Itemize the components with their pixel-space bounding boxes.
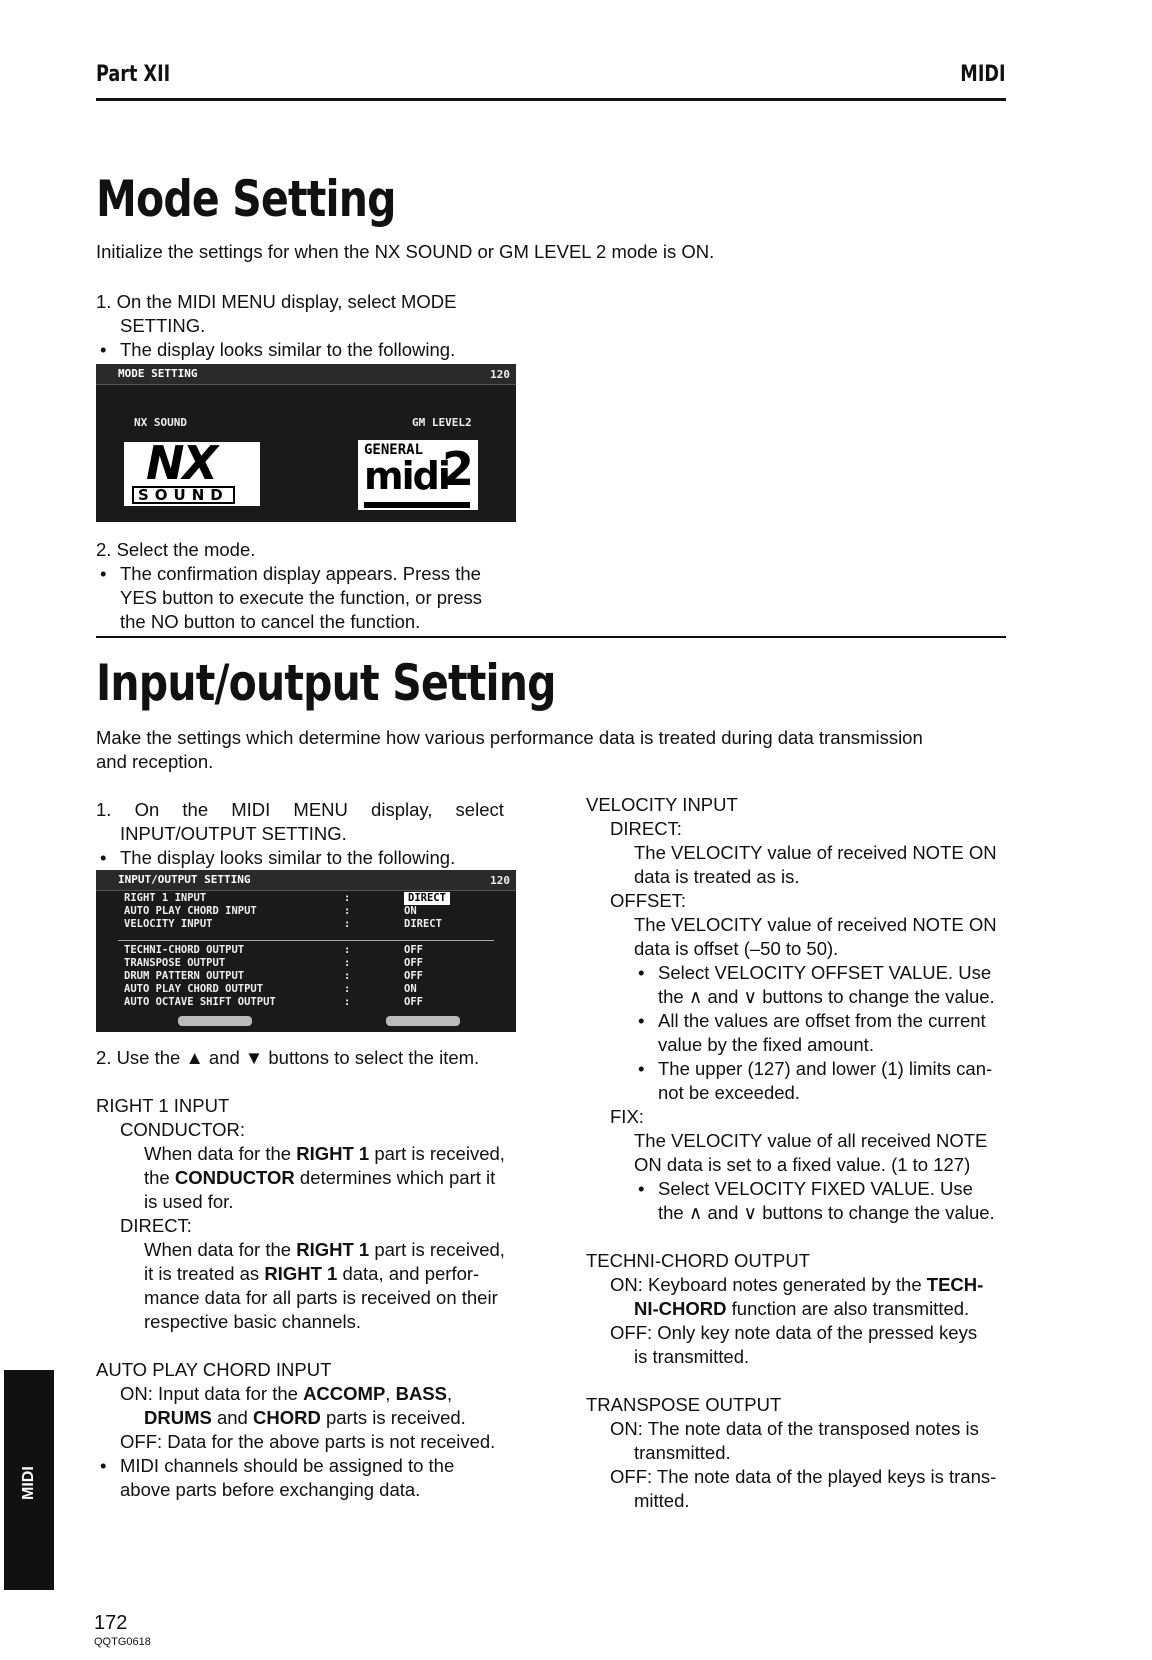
techni-off-b: is transmitted. [634,1346,750,1367]
io-bottom-row-value: OFF [404,970,423,982]
right1-direct-line2: it is treated as RIGHT 1 data, and perfor- [144,1263,480,1284]
io-screen-title-bar: INPUT/OUTPUT SETTING [96,870,516,891]
io-bottom-row-name: TRANSPOSE OUTPUT [124,957,226,969]
right1-direct: DIRECT: [120,1215,192,1236]
transpose-on-a: ON: The note data of the transposed notes is [610,1418,979,1439]
io-bottom-row-sep: : [344,996,351,1008]
io-top-row[interactable] [118,892,494,905]
mode-bullet1: • The display looks similar to the following. [96,338,516,362]
io-bottom-row-sep: : [344,983,351,995]
transpose-on-b: transmitted. [634,1442,731,1463]
two-logo-text: 2 [442,442,475,496]
doc-code: QQTG0618 [94,1636,151,1648]
right1-conductor-line1: When data for the RIGHT 1 part is received, [144,1143,505,1164]
autoplay-head: AUTO PLAY CHORD INPUT [96,1359,332,1380]
velocity-offset-bullet1-cont: the ∧ and ∨ buttons to change the value. [658,986,995,1007]
right1-conductor-line3: is used for. [144,1191,234,1212]
sound-logo-text: SOUND [132,486,235,504]
autoplay-on-line1: ON: Input data for the ACCOMP, BASS, [120,1383,453,1404]
io-step1-cont: INPUT/OUTPUT SETTING. [120,823,347,844]
right1-direct-line1: When data for the RIGHT 1 part is received, [144,1239,505,1260]
io-bottom-row-value: OFF [404,996,423,1008]
io-left-top [96,798,516,870]
nx-logo-text: NX [146,436,216,490]
gm-level2-label: GM LEVEL2 [412,416,472,429]
screen-title-bar: MODE SETTING [96,364,516,385]
io-bottom-row-name: AUTO PLAY CHORD OUTPUT [124,983,264,995]
io-bottom-row[interactable] [118,957,494,970]
io-scroll-right[interactable] [386,1016,460,1026]
velocity-offset-bullet2-cont: value by the fixed amount. [658,1034,874,1055]
io-bottom-row-sep: : [344,957,351,969]
mode-step2: 2. Select the mode. [96,539,256,560]
autoplay-on-line2: DRUMS and CHORD parts is received. [144,1407,466,1428]
logo-underbar [364,502,470,508]
velocity-offset-bullet2: • All the values are offset from the current [634,1009,1006,1033]
io-top-row-name: VELOCITY INPUT [124,918,213,930]
techni-on-line2: NI-CHORD function are also transmitted. [634,1298,970,1319]
page-title-io-setting: Input/output Setting [96,654,556,712]
part-label: Part XII [96,62,171,87]
general-logo-text: GENERAL [364,442,424,458]
side-tab-label: MIDI [20,1466,37,1500]
velocity-fix: FIX: [610,1106,644,1127]
mode-step1-cont: SETTING. [120,315,206,336]
io-bottom-row[interactable] [118,944,494,957]
velocity-offset-b: data is offset (–50 to 50). [634,938,839,959]
velocity-offset-bullet1: • Select VELOCITY OFFSET VALUE. Use [634,961,1006,985]
velocity-direct-b: data is treated as is. [634,866,800,887]
io-screen-top-box [118,892,494,941]
io-bottom-row-sep: : [344,944,351,956]
io-right-body [586,793,1006,1513]
right1-direct-line3: mance data for all parts is received on their [144,1287,498,1308]
io-top-row-value: DIRECT [404,918,442,930]
velocity-fix-a: The VELOCITY value of all received NOTE [634,1130,988,1151]
velocity-offset-bullet3-cont: not be exceeded. [658,1082,800,1103]
right1-head: RIGHT 1 INPUT [96,1095,230,1116]
transpose-head: TRANSPOSE OUTPUT [586,1394,782,1415]
mode-bullet2-cont2: the NO button to cancel the function. [120,611,421,632]
transpose-off-a: OFF: The note data of the played keys is trans- [610,1466,997,1487]
autoplay-bullet-cont: above parts before exchanging data. [120,1479,421,1500]
techni-head: TECHNI-CHORD OUTPUT [586,1250,811,1271]
velocity-fix-bullet-cont: the ∧ and ∨ buttons to change the value. [658,1202,995,1223]
midi-logo-text: midi [364,454,449,498]
io-top-row[interactable] [118,918,494,931]
side-tab-midi[interactable] [4,1370,54,1590]
mode-steps [96,290,516,362]
io-bullet1: • The display looks similar to the following. [96,846,516,870]
page-number: 172 [94,1612,128,1634]
io-bottom-row-name: AUTO OCTAVE SHIFT OUTPUT [124,996,276,1008]
io-bottom-row[interactable] [118,996,494,1009]
velocity-head: VELOCITY INPUT [586,794,738,815]
right1-direct-line4: respective basic channels. [144,1311,361,1332]
velocity-direct-a: The VELOCITY value of received NOTE ON [634,842,997,863]
techni-off-a: OFF: Only key note data of the pressed keys [610,1322,978,1343]
mode-setting-screen [96,364,516,522]
io-step1: 1. On the MIDI MENU display, select [96,799,504,820]
velocity-direct: DIRECT: [610,818,682,839]
io-top-row[interactable] [118,905,494,918]
io-top-row-name: RIGHT 1 INPUT [124,892,207,904]
transpose-off-b: mitted. [634,1490,690,1511]
io-screen-bottom-box [118,944,494,1010]
io-bottom-row-name: DRUM PATTERN OUTPUT [124,970,245,982]
section-label: MIDI [960,62,1006,87]
section-rule [96,636,1006,638]
io-top-row-sep: : [344,905,351,917]
io-top-row-value: ON [404,905,417,917]
io-bottom-row-sep: : [344,970,351,982]
autoplay-bullet: • MIDI channels should be assigned to the [96,1454,520,1478]
io-bottom-row-value: OFF [404,957,423,969]
io-bottom-row-name: TECHNI-CHORD OUTPUT [124,944,245,956]
io-left-body [96,1046,520,1502]
screen-corner: 120 [490,368,510,381]
right1-conductor: CONDUCTOR: [120,1119,246,1140]
autoplay-off: OFF: Data for the above parts is not received. [120,1431,496,1452]
io-top-row-name: AUTO PLAY CHORD INPUT [124,905,257,917]
io-bottom-row[interactable] [118,983,494,996]
techni-on-line1: ON: Keyboard notes generated by the TECH- [610,1274,984,1295]
general-midi2-logo[interactable] [358,440,478,510]
mode-steps-2 [96,538,516,634]
io-intro [96,726,1006,774]
io-bottom-row-value: ON [404,983,417,995]
io-intro-line1: Make the settings which determine how various performance data is treated during data transmission [96,727,923,748]
velocity-fix-bullet: • Select VELOCITY FIXED VALUE. Use [634,1177,1006,1201]
io-scroll-left[interactable] [178,1016,252,1026]
mode-step1: 1. On the MIDI MENU display, select MODE [96,291,457,312]
right1-conductor-line2: the CONDUCTOR determines which part it [144,1167,496,1188]
page-title-mode-setting: Mode Setting [96,170,396,228]
mode-bullet2-cont1: YES button to execute the function, or press [120,587,482,608]
mode-intro: Initialize the settings for when the NX SOUND or GM LEVEL 2 mode is ON. [96,241,715,262]
velocity-offset: OFFSET: [610,890,687,911]
io-top-row-sep: : [344,918,351,930]
velocity-offset-a: The VELOCITY value of received NOTE ON [634,914,997,935]
nx-sound-logo[interactable] [124,436,260,506]
io-top-row-sep: : [344,892,351,904]
io-bottom-row-value: OFF [404,944,423,956]
nx-sound-label: NX SOUND [134,416,187,429]
io-setting-screen [96,870,516,1032]
mode-bullet2: • The confirmation display appears. Press the [96,562,516,586]
io-top-row-value: DIRECT [404,892,450,905]
io-bottom-row[interactable] [118,970,494,983]
header-rule [96,98,1006,101]
velocity-fix-b: ON data is set to a fixed value. (1 to 127) [634,1154,971,1175]
velocity-offset-bullet3: • The upper (127) and lower (1) limits can- [634,1057,1006,1081]
io-intro-line2: and reception. [96,751,214,772]
io-screen-corner: 120 [490,874,510,887]
io-step2: 2. Use the ▲ and ▼ buttons to select the item. [96,1047,480,1068]
